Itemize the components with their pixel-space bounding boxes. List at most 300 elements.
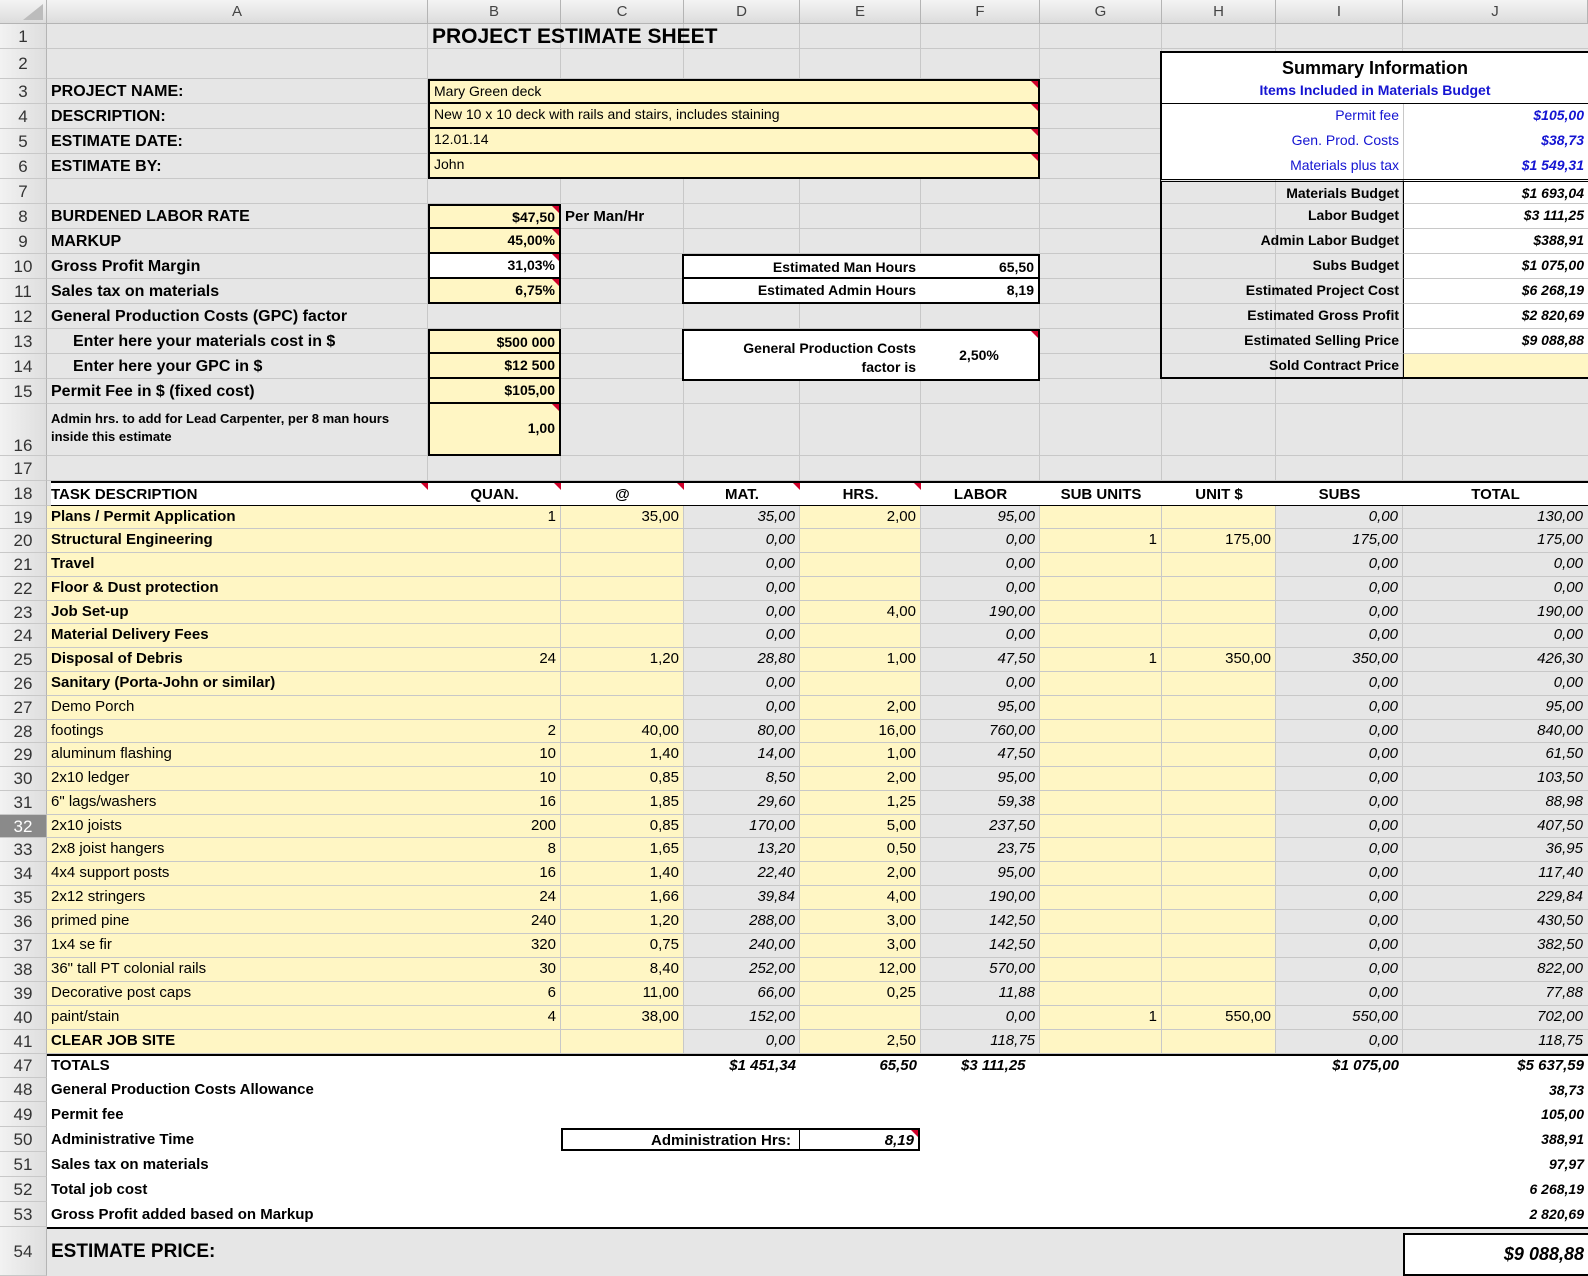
column-header-d[interactable]: D — [684, 0, 800, 24]
project-desc-field[interactable]: New 10 x 10 deck with rails and stairs, includes staining — [428, 104, 1040, 129]
table-cell-sub-units[interactable] — [1040, 672, 1161, 695]
table-cell-labor: 190,00 — [989, 603, 1035, 620]
row-header[interactable]: 31 — [0, 791, 47, 815]
table-cell-subs: 0,00 — [1368, 960, 1398, 977]
row-header[interactable]: 28 — [0, 720, 47, 743]
footer-value: 105,00 — [1541, 1106, 1584, 1122]
table-cell-quan-[interactable]: 1 — [428, 506, 560, 528]
table-cell-total: 88,98 — [1545, 793, 1583, 810]
task-description[interactable]: Disposal of Debris — [47, 648, 428, 671]
table-cell-hrs-[interactable] — [800, 553, 920, 576]
table-cell--[interactable] — [561, 696, 683, 719]
table-cell-quan-[interactable] — [428, 672, 560, 695]
table-cell-quan-[interactable] — [428, 696, 560, 719]
row-header[interactable]: 10 — [0, 254, 47, 279]
table-cell-total: 229,84 — [1537, 888, 1583, 905]
table-cell-subs: 0,00 — [1368, 888, 1398, 905]
row-header[interactable]: 13 — [0, 329, 47, 354]
table-cell-hrs-[interactable]: 16,00 — [800, 720, 920, 742]
table-cell-sub-units[interactable]: 1 — [1040, 1006, 1161, 1029]
table-cell-sub-units[interactable] — [1040, 791, 1161, 814]
table-cell-subs: 0,00 — [1368, 674, 1398, 691]
task-description[interactable]: Demo Porch — [47, 696, 428, 719]
task-description[interactable]: Job Set-up — [47, 601, 428, 623]
table-cell-hrs-[interactable]: 4,00 — [800, 886, 920, 909]
task-description[interactable]: 4x4 support posts — [47, 862, 428, 885]
table-cell-quan-[interactable] — [428, 529, 560, 552]
table-cell--[interactable]: 0,75 — [561, 934, 683, 957]
row-header[interactable]: 37 — [0, 934, 47, 958]
table-cell-total: 0,00 — [1553, 555, 1583, 572]
table-cell-unit-[interactable] — [1162, 672, 1275, 695]
table-cell-total: 103,50 — [1537, 769, 1583, 786]
table-cell-quan-[interactable] — [428, 1030, 560, 1053]
table-cell-sub-units[interactable] — [1040, 506, 1161, 528]
table-cell-unit-[interactable] — [1162, 506, 1275, 528]
salestax-label: Sales tax on materials — [51, 283, 220, 300]
task-description[interactable]: 36" tall PT colonial rails — [47, 958, 428, 981]
row-header[interactable]: 48 — [0, 1078, 47, 1102]
man-hours-value: 65,50 — [920, 254, 1040, 279]
table-cell-sub-units[interactable] — [1040, 838, 1161, 861]
table-cell-quan-[interactable]: 240 — [428, 910, 560, 933]
table-cell-labor: 142,50 — [989, 912, 1035, 929]
row-header[interactable]: 25 — [0, 648, 47, 672]
footer-label: Sales tax on materials — [51, 1156, 209, 1173]
column-header-h[interactable]: H — [1162, 0, 1276, 24]
table-cell-mat-: 288,00 — [749, 912, 795, 929]
table-cell-quan-[interactable]: 2 — [428, 720, 560, 742]
row-header[interactable]: 14 — [0, 354, 47, 379]
table-cell-hrs-[interactable]: 2,50 — [800, 1030, 920, 1053]
row-header[interactable]: 19 — [0, 506, 47, 529]
task-description[interactable]: 1x4 se fir — [47, 934, 428, 957]
row-header[interactable]: 4 — [0, 104, 47, 129]
table-cell-unit-[interactable] — [1162, 553, 1275, 576]
row-header[interactable]: 2 — [0, 49, 47, 79]
row-header[interactable]: 51 — [0, 1152, 47, 1177]
permit-label: Permit Fee in $ (fixed cost) — [51, 383, 255, 400]
table-cell-hrs-[interactable]: 1,25 — [800, 791, 920, 814]
column-header-b[interactable]: B — [428, 0, 561, 24]
table-cell-hrs-[interactable]: 2,00 — [800, 696, 920, 719]
gpc-factor-label-2: factor is — [861, 359, 916, 375]
task-description[interactable]: Structural Engineering — [47, 529, 428, 552]
table-header-6: SUB UNITS — [1040, 481, 1162, 506]
row-header[interactable]: 50 — [0, 1127, 47, 1152]
table-cell-total: 382,50 — [1537, 936, 1583, 953]
table-cell--[interactable]: 8,40 — [561, 958, 683, 981]
task-description[interactable]: Material Delivery Fees — [47, 624, 428, 647]
footer-value: 97,97 — [1548, 1156, 1584, 1172]
row-header[interactable]: 36 — [0, 910, 47, 934]
gpc-cost-field[interactable]: $12 500 — [428, 354, 561, 379]
table-cell-labor: 190,00 — [989, 888, 1035, 905]
table-cell-sub-units[interactable] — [1040, 767, 1161, 790]
row-header[interactable]: 23 — [0, 601, 47, 624]
mat-cost-field[interactable]: $500 000 — [428, 329, 561, 354]
row-header[interactable]: 24 — [0, 624, 47, 648]
table-cell-hrs-[interactable]: 2,00 — [800, 506, 920, 528]
task-description[interactable]: CLEAR JOB SITE — [47, 1030, 428, 1053]
table-cell-subs: 550,00 — [1352, 1008, 1398, 1025]
task-description[interactable]: Floor & Dust protection — [47, 577, 428, 600]
table-cell-hrs-[interactable]: 12,00 — [800, 958, 920, 981]
table-cell-unit-[interactable] — [1162, 624, 1275, 647]
row-header[interactable]: 40 — [0, 1006, 47, 1030]
row-header[interactable]: 7 — [0, 179, 47, 204]
table-cell--[interactable]: 1,20 — [561, 648, 683, 671]
admin-label-2: inside this estimate — [51, 429, 172, 444]
table-cell-labor: 11,88 — [998, 984, 1035, 1001]
row-header[interactable]: 17 — [0, 456, 47, 481]
table-cell--[interactable] — [561, 529, 683, 552]
row-header[interactable]: 33 — [0, 838, 47, 862]
estimate-label: ESTIMATE PRICE: — [51, 1241, 216, 1262]
row-header[interactable]: 22 — [0, 577, 47, 601]
table-cell-quan-[interactable] — [428, 624, 560, 647]
table-cell-hrs-[interactable]: 4,00 — [800, 601, 920, 623]
table-cell-quan-[interactable]: 4 — [428, 1006, 560, 1029]
man-hours-label: Estimated Man Hours — [682, 254, 922, 279]
table-cell-subs: 0,00 — [1368, 579, 1398, 596]
totals-hrs: 65,50 — [879, 1057, 917, 1074]
row-header[interactable]: 27 — [0, 696, 47, 720]
footer-label: General Production Costs Allowance — [51, 1081, 314, 1098]
table-cell--[interactable] — [561, 624, 683, 647]
table-cell-subs: 0,00 — [1368, 698, 1398, 715]
table-cell-unit-[interactable] — [1162, 696, 1275, 719]
table-cell-sub-units[interactable] — [1040, 910, 1161, 933]
grid-line — [47, 455, 1588, 456]
labor-rate-unit: Per Man/Hr — [565, 208, 645, 225]
table-cell-unit-[interactable] — [1162, 934, 1275, 957]
summary-budget-value: $388,91 — [1403, 229, 1588, 254]
task-description[interactable]: Travel — [47, 553, 428, 576]
row-header[interactable]: 9 — [0, 229, 47, 254]
task-description[interactable]: Sanitary (Porta-John or similar) — [47, 672, 428, 695]
table-cell-total: 36,95 — [1545, 840, 1583, 857]
table-cell-unit-[interactable] — [1162, 862, 1275, 885]
table-cell-unit-[interactable] — [1162, 720, 1275, 742]
table-cell-labor: 0,00 — [1005, 579, 1035, 596]
table-cell-sub-units[interactable]: 1 — [1040, 648, 1161, 671]
totals-mat: $1 451,34 — [729, 1057, 796, 1074]
table-cell-sub-units[interactable] — [1040, 696, 1161, 719]
admin-field[interactable]: 1,00 — [428, 404, 561, 456]
row-header[interactable]: 49 — [0, 1102, 47, 1127]
task-description[interactable]: 2x12 stringers — [47, 886, 428, 909]
table-cell-unit-[interactable]: 350,00 — [1162, 648, 1275, 671]
table-cell-labor: 47,50 — [997, 650, 1035, 667]
table-cell-labor: 0,00 — [1005, 626, 1035, 643]
row-header[interactable]: 6 — [0, 154, 47, 179]
table-cell--[interactable] — [561, 553, 683, 576]
table-header-5: LABOR — [921, 481, 1040, 506]
table-cell--[interactable]: 1,65 — [561, 838, 683, 861]
table-cell-mat-: 0,00 — [765, 626, 795, 643]
table-cell-mat-: 0,00 — [765, 674, 795, 691]
table-cell-subs: 350,00 — [1352, 650, 1398, 667]
table-cell-labor: 118,75 — [990, 1032, 1035, 1049]
table-cell-quan-[interactable]: 10 — [428, 767, 560, 790]
gpc-cost-label: Enter here your GPC in $ — [73, 358, 263, 375]
table-header-7: UNIT $ — [1162, 481, 1276, 506]
summary-budget-label: Admin Labor Budget — [1160, 229, 1403, 254]
task-description[interactable]: primed pine — [47, 910, 428, 933]
table-cell-sub-units[interactable] — [1040, 601, 1161, 623]
row-header[interactable]: 39 — [0, 982, 47, 1006]
table-cell-hrs-[interactable]: 0,25 — [800, 982, 920, 1005]
row-header[interactable]: 32 — [0, 815, 47, 838]
summary-budget-value: $1 075,00 — [1403, 254, 1588, 279]
table-cell--[interactable]: 1,66 — [561, 886, 683, 909]
table-cell-mat-: 13,20 — [757, 840, 795, 857]
table-cell-unit-[interactable] — [1162, 601, 1275, 623]
row-header[interactable]: 29 — [0, 743, 47, 767]
table-cell-total: 175,00 — [1537, 531, 1583, 548]
table-cell-unit-[interactable] — [1162, 743, 1275, 766]
task-description[interactable]: 6" lags/washers — [47, 791, 428, 814]
task-description[interactable]: aluminum flashing — [47, 743, 428, 766]
table-cell-mat-: 35,00 — [757, 508, 795, 525]
table-header-2: @ — [561, 481, 684, 506]
table-cell-quan-[interactable] — [428, 601, 560, 623]
markup-field[interactable]: 45,00% — [428, 229, 561, 254]
table-cell-unit-[interactable] — [1162, 910, 1275, 933]
row-header[interactable]: 26 — [0, 672, 47, 696]
summary-budget-label: Subs Budget — [1160, 254, 1403, 279]
table-cell-quan-[interactable]: 16 — [428, 791, 560, 814]
table-cell-labor: 23,75 — [997, 840, 1035, 857]
row-header[interactable]: 21 — [0, 553, 47, 577]
permit-field[interactable]: $105,00 — [428, 379, 561, 404]
table-cell-sub-units[interactable] — [1040, 1030, 1161, 1053]
table-cell-sub-units[interactable] — [1040, 720, 1161, 742]
row-header[interactable]: 3 — [0, 79, 47, 104]
table-cell--[interactable]: 35,00 — [561, 506, 683, 528]
table-cell-labor: 95,00 — [997, 769, 1035, 786]
table-cell-hrs-[interactable] — [800, 624, 920, 647]
row-header[interactable]: 34 — [0, 862, 47, 886]
summary-budget-label: Estimated Gross Profit — [1160, 304, 1403, 329]
project-date-field[interactable]: 12.01.14 — [428, 129, 1040, 154]
table-cell-sub-units[interactable] — [1040, 862, 1161, 885]
table-cell-unit-[interactable] — [1162, 767, 1275, 790]
task-description[interactable]: 2x10 joists — [47, 815, 428, 837]
column-header-c[interactable]: C — [561, 0, 684, 24]
row-header[interactable]: 1 — [0, 24, 47, 49]
table-cell-subs: 0,00 — [1368, 626, 1398, 643]
table-cell-subs: 0,00 — [1368, 722, 1398, 739]
salestax-field[interactable]: 6,75% — [428, 279, 561, 304]
row-header[interactable]: 54 — [0, 1227, 47, 1276]
column-header-f[interactable]: F — [921, 0, 1040, 24]
table-cell-hrs-[interactable] — [800, 1006, 920, 1029]
footer-value: 388,91 — [1541, 1131, 1584, 1147]
table-cell-unit-[interactable] — [1162, 791, 1275, 814]
table-cell-hrs-[interactable] — [800, 672, 920, 695]
summary-budget-value: $3 111,25 — [1403, 204, 1588, 229]
summary-budget-value: $6 268,19 — [1403, 279, 1588, 304]
row-header[interactable]: 41 — [0, 1030, 47, 1054]
row-header[interactable]: 8 — [0, 204, 47, 229]
table-cell-unit-[interactable] — [1162, 815, 1275, 837]
table-cell-sub-units[interactable] — [1040, 982, 1161, 1005]
task-description[interactable]: paint/stain — [47, 1006, 428, 1029]
table-cell-unit-[interactable] — [1162, 958, 1275, 981]
table-cell-hrs-[interactable]: 1,00 — [800, 648, 920, 671]
table-cell-hrs-[interactable]: 3,00 — [800, 910, 920, 933]
table-cell-sub-units[interactable] — [1040, 958, 1161, 981]
table-cell-sub-units[interactable] — [1040, 577, 1161, 600]
table-cell-sub-units[interactable]: 1 — [1040, 529, 1161, 552]
table-cell--[interactable]: 0,85 — [561, 767, 683, 790]
task-description[interactable]: footings — [47, 720, 428, 742]
row-header[interactable]: 20 — [0, 529, 47, 553]
table-cell-mat-: 14,00 — [757, 745, 795, 762]
row-header[interactable]: 52 — [0, 1177, 47, 1202]
table-cell-total: 0,00 — [1553, 626, 1583, 643]
table-cell-mat-: 28,80 — [757, 650, 795, 667]
table-cell-unit-[interactable]: 175,00 — [1162, 529, 1275, 552]
row-header[interactable]: 30 — [0, 767, 47, 791]
row-header[interactable]: 12 — [0, 304, 47, 329]
table-cell-unit-[interactable] — [1162, 838, 1275, 861]
summary-budget-label: Materials Budget — [1160, 179, 1403, 204]
table-cell-quan-[interactable]: 320 — [428, 934, 560, 957]
column-header-a[interactable]: A — [47, 0, 428, 24]
row-header[interactable]: 11 — [0, 279, 47, 304]
labor-rate-field[interactable]: $47,50 — [428, 204, 561, 229]
table-cell-quan-[interactable]: 6 — [428, 982, 560, 1005]
task-description[interactable]: Decorative post caps — [47, 982, 428, 1005]
table-cell-unit-[interactable]: 550,00 — [1162, 1006, 1275, 1029]
table-cell--[interactable]: 38,00 — [561, 1006, 683, 1029]
table-cell-sub-units[interactable] — [1040, 815, 1161, 837]
table-cell-total: 822,00 — [1537, 960, 1583, 977]
table-cell-quan-[interactable]: 24 — [428, 648, 560, 671]
table-header-1: QUAN. — [428, 481, 561, 506]
table-cell-hrs-[interactable]: 1,00 — [800, 743, 920, 766]
row-header[interactable]: 18 — [0, 481, 47, 506]
table-cell-quan-[interactable]: 24 — [428, 886, 560, 909]
table-cell-quan-[interactable]: 16 — [428, 862, 560, 885]
table-cell-hrs-[interactable] — [800, 529, 920, 552]
table-cell-hrs-[interactable]: 5,00 — [800, 815, 920, 837]
project-name-label: PROJECT NAME: — [51, 83, 184, 100]
table-cell-total: 407,50 — [1537, 817, 1583, 834]
project-name-field[interactable]: Mary Green deck — [428, 79, 1040, 104]
table-cell-hrs-[interactable]: 2,00 — [800, 862, 920, 885]
table-cell--[interactable] — [561, 1030, 683, 1053]
table-cell-unit-[interactable] — [1162, 1030, 1275, 1053]
admin-hrs-value: 8,19 — [800, 1128, 920, 1151]
table-cell-hrs-[interactable]: 0,50 — [800, 838, 920, 861]
table-cell--[interactable]: 40,00 — [561, 720, 683, 742]
table-cell--[interactable] — [561, 577, 683, 600]
table-cell-quan-[interactable]: 8 — [428, 838, 560, 861]
table-cell-sub-units[interactable] — [1040, 743, 1161, 766]
column-header-g[interactable]: G — [1040, 0, 1162, 24]
table-cell-sub-units[interactable] — [1040, 886, 1161, 909]
totals-label: TOTALS — [51, 1057, 110, 1074]
row-header[interactable]: 53 — [0, 1202, 47, 1227]
table-cell--[interactable]: 1,40 — [561, 743, 683, 766]
table-cell-sub-units[interactable] — [1040, 624, 1161, 647]
grid-line — [47, 48, 1588, 49]
table-cell-quan-[interactable]: 30 — [428, 958, 560, 981]
table-cell--[interactable]: 1,85 — [561, 791, 683, 814]
summary-budget-value[interactable] — [1403, 354, 1588, 379]
summary-budget-value: $2 820,69 — [1403, 304, 1588, 329]
table-cell--[interactable]: 11,00 — [561, 982, 683, 1005]
totals-subs: $1 075,00 — [1332, 1057, 1399, 1074]
gpm-field[interactable]: 31,03% — [428, 254, 561, 279]
table-cell-hrs-[interactable]: 3,00 — [800, 934, 920, 957]
summary-budget-label: Sold Contract Price — [1160, 354, 1403, 379]
table-cell-subs: 0,00 — [1368, 769, 1398, 786]
select-all-corner[interactable] — [0, 0, 47, 24]
task-description[interactable]: 2x8 joist hangers — [47, 838, 428, 861]
table-cell--[interactable]: 0,85 — [561, 815, 683, 837]
footer-label: Total job cost — [51, 1181, 148, 1198]
table-cell-hrs-[interactable]: 2,00 — [800, 767, 920, 790]
table-header-4: HRS. — [800, 481, 921, 506]
table-cell-unit-[interactable] — [1162, 886, 1275, 909]
gpc-label: General Production Costs (GPC) factor — [51, 308, 348, 325]
table-cell-labor: 95,00 — [997, 864, 1035, 881]
summary-included-label: Permit fee — [1160, 104, 1403, 129]
table-cell-mat-: 0,00 — [765, 555, 795, 572]
row-header[interactable]: 15 — [0, 379, 47, 404]
footer-value: 38,73 — [1548, 1082, 1584, 1098]
column-header-i[interactable]: I — [1276, 0, 1403, 24]
table-cell--[interactable] — [561, 672, 683, 695]
task-description[interactable]: 2x10 ledger — [47, 767, 428, 790]
table-cell-total: 840,00 — [1537, 722, 1583, 739]
table-cell--[interactable]: 1,40 — [561, 862, 683, 885]
table-cell--[interactable] — [561, 601, 683, 623]
table-cell-quan-[interactable]: 10 — [428, 743, 560, 766]
table-cell-quan-[interactable] — [428, 577, 560, 600]
row-header[interactable]: 47 — [0, 1054, 47, 1078]
project-by-field[interactable]: John — [428, 154, 1040, 179]
table-cell--[interactable]: 1,20 — [561, 910, 683, 933]
table-cell-subs: 0,00 — [1368, 817, 1398, 834]
table-cell-subs: 0,00 — [1368, 984, 1398, 1001]
table-cell-sub-units[interactable] — [1040, 934, 1161, 957]
table-cell-sub-units[interactable] — [1040, 553, 1161, 576]
task-description[interactable]: Plans / Permit Application — [47, 506, 428, 528]
row-header[interactable]: 5 — [0, 129, 47, 154]
table-cell-mat-: 170,00 — [749, 817, 795, 834]
row-header[interactable]: 16 — [0, 404, 47, 456]
table-cell-unit-[interactable] — [1162, 577, 1275, 600]
row-header[interactable]: 35 — [0, 886, 47, 910]
table-cell-unit-[interactable] — [1162, 982, 1275, 1005]
table-cell-quan-[interactable]: 200 — [428, 815, 560, 837]
table-cell-subs: 0,00 — [1368, 912, 1398, 929]
column-header-j[interactable]: J — [1403, 0, 1588, 24]
table-cell-total: 77,88 — [1545, 984, 1583, 1001]
project-desc-label: DESCRIPTION: — [51, 108, 166, 125]
column-header-e[interactable]: E — [800, 0, 921, 24]
table-cell-hrs-[interactable] — [800, 577, 920, 600]
table-cell-quan-[interactable] — [428, 553, 560, 576]
row-header[interactable]: 38 — [0, 958, 47, 982]
totals-tot: $5 637,59 — [1517, 1057, 1584, 1074]
